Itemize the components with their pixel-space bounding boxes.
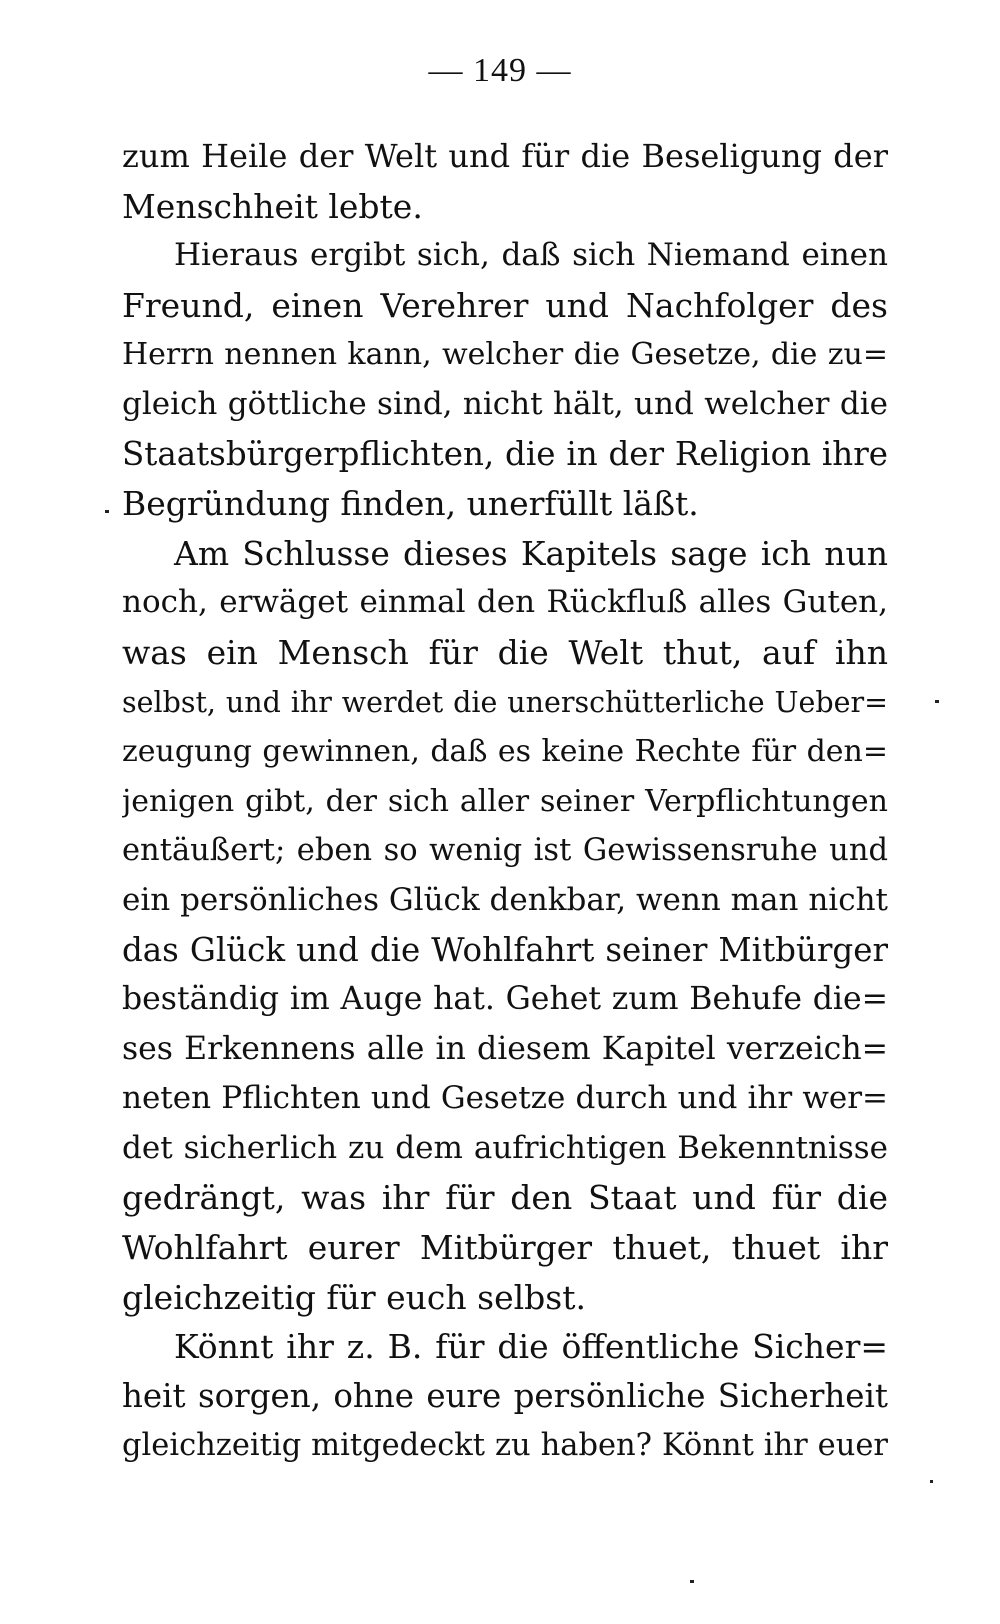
print-speck — [105, 510, 109, 513]
text-line: det sicherlich zu dem aufrichtigen Bekenntnisse — [122, 1129, 888, 1166]
print-speck — [935, 700, 939, 703]
print-speck — [930, 1480, 933, 1483]
text-line: Begründung finden, unerfüllt läßt. — [122, 484, 699, 524]
text-line: Freund, einen Verehrer und Nachfolger des — [122, 285, 888, 325]
text-line: entäußert; eben so wenig ist Gewissensruhe und — [122, 833, 888, 869]
text-line: selbst, und ihr werdet die unerschütterliche Ueber= — [122, 685, 888, 719]
page-number: — 149 — — [428, 52, 572, 89]
text-line: zum Heile der Welt und für die Beseligung der — [122, 137, 888, 175]
body-text — [122, 132, 888, 1471]
text-line: Hieraus ergibt sich, daß sich Niemand einen — [174, 237, 888, 274]
text-line: ses Erkennens alle in diesem Kapitel verzeich= — [122, 1030, 888, 1067]
text-line: ein persönliches Glück denkbar, wenn man nicht — [122, 881, 888, 918]
text-line: gleichzeitig für euch selbst. — [122, 1277, 586, 1317]
text-line: Wohlfahrt eurer Mitbürger thuet, thuet ihr — [122, 1228, 888, 1268]
text-line: Könnt ihr z. B. für die öffentliche Sicher= — [174, 1327, 888, 1367]
text-line: zeugung gewinnen, daß es keine Rechte für den= — [122, 734, 888, 770]
text-line: gedrängt, was ihr für den Staat und für die — [122, 1178, 888, 1218]
text-line: Herrn nennen kann, welcher die Gesetze, die zu= — [122, 337, 888, 373]
text-line: Menschheit lebte. — [122, 186, 423, 226]
text-line: Staatsbürgerpflichten, die in der Religion ihre — [122, 434, 888, 473]
text-line: beständig im Auge hat. Gehet zum Behufe die= — [122, 981, 888, 1018]
text-line: heit sorgen, ohne eure persönliche Sicherheit — [122, 1376, 888, 1415]
text-line: gleichzeitig mitgedeckt zu haben? Könnt ihr euer — [122, 1428, 888, 1464]
text-line: neten Pflichten und Gesetze durch und ihr wer= — [122, 1080, 888, 1117]
print-speck — [690, 1580, 694, 1583]
text-line: gleich göttliche sind, nicht hält, und welcher die — [122, 385, 888, 422]
text-line: das Glück und die Wohlfahrt seiner Mitbürger — [122, 930, 888, 969]
text-line: noch, erwäget einmal den Rückfluß alles Guten, — [122, 584, 888, 621]
text-line: was ein Mensch für die Welt thut, auf ihn — [122, 632, 888, 672]
text-line: Am Schlusse dieses Kapitels sage ich nun — [174, 533, 888, 573]
text-line: jenigen gibt, der sich aller seiner Verpflichtungen — [122, 783, 888, 819]
